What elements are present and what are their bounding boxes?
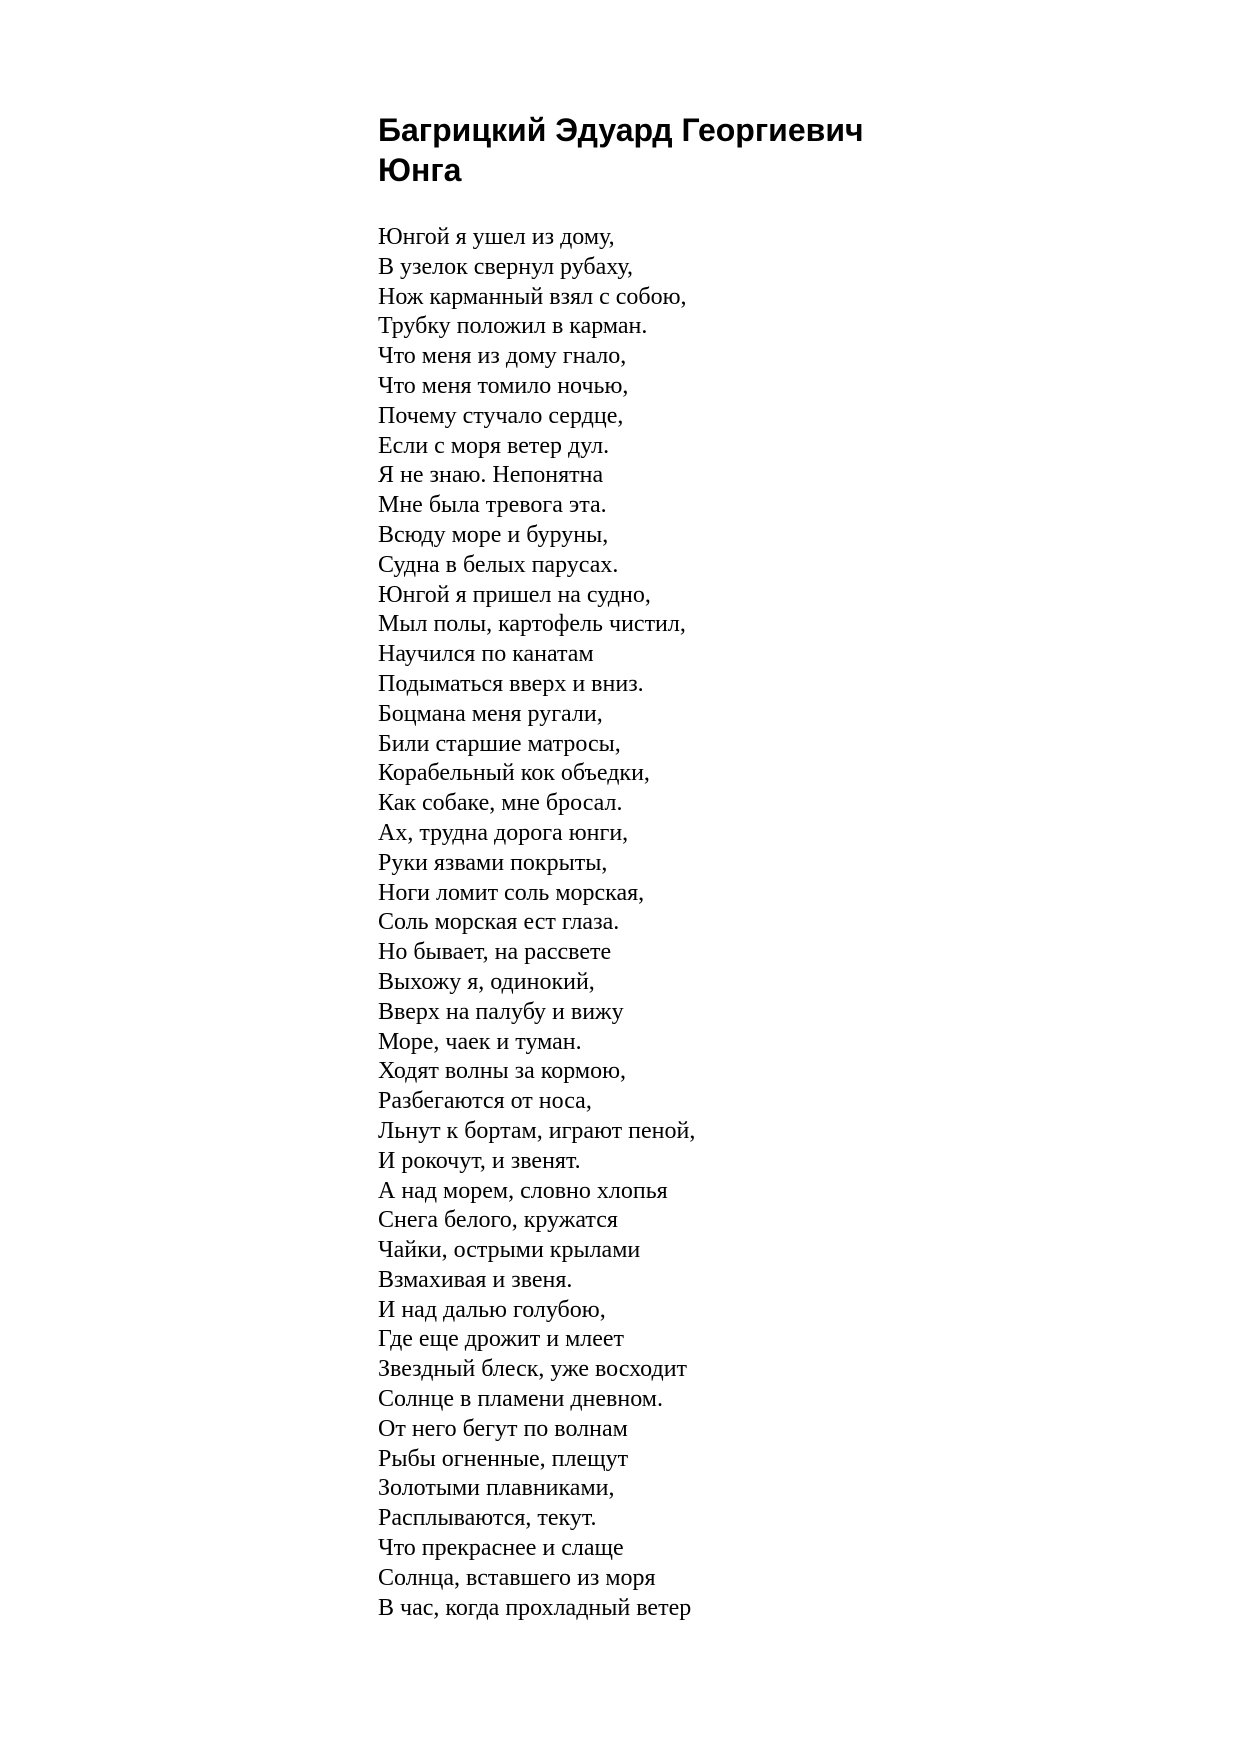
poem-line: Юнгой я пришел на судно, <box>378 581 651 608</box>
poem-line: Расплываются, текут. <box>378 1505 597 1532</box>
poem-line: Научился по канатам <box>378 641 594 668</box>
poem-line: Что прекраснее и слаще <box>378 1535 624 1562</box>
poem-line: Но бывает, на рассвете <box>378 939 612 966</box>
poem-line: Где еще дрожит и млеет <box>378 1326 625 1353</box>
poem-line: Солнце в пламени дневном. <box>378 1386 663 1413</box>
poem-line: Трубку положил в карман. <box>378 313 648 340</box>
poem-line: Корабельный кок объедки, <box>378 760 650 787</box>
poem-line: Боцмана меня ругали, <box>378 700 603 727</box>
poem-line: Я не знаю. Непонятна <box>378 462 604 489</box>
poem-line: Мне была тревога эта. <box>378 492 607 519</box>
poem-line: Снега белого, кружатся <box>378 1207 618 1234</box>
poem-line: Судна в белых парусах. <box>378 551 619 578</box>
poem-line: Что меня томило ночью, <box>378 372 629 399</box>
poem-line: Ноги ломит соль морская, <box>378 879 645 906</box>
poem-line: Всюду море и буруны, <box>378 521 609 548</box>
poem-line: В узелок свернул рубаху, <box>378 253 633 280</box>
poem-line: Подыматься вверх и вниз. <box>378 670 644 697</box>
poem-line: Почему стучало сердце, <box>378 402 624 429</box>
poem-line: Что меня из дому гнало, <box>378 343 627 370</box>
poem-line: Вверх на палубу и вижу <box>378 998 624 1025</box>
poem-line: Мыл полы, картофель чистил, <box>378 611 686 638</box>
poem-body <box>378 223 695 1623</box>
poem-line: Рыбы огненные, плещут <box>378 1445 629 1472</box>
poem-line: Солнца, вставшего из моря <box>378 1564 656 1591</box>
poem-line: Били старшие матросы, <box>378 730 621 757</box>
poem-line: Чайки, острыми крылами <box>378 1237 641 1264</box>
author-name: Багрицкий Эдуард Георгиевич <box>378 112 864 148</box>
poem-line: Выхожу я, одинокий, <box>378 968 595 995</box>
poem-line: Как собаке, мне бросал. <box>378 790 623 817</box>
document-heading <box>378 110 864 190</box>
poem-line: От него бегут по волнам <box>378 1415 628 1442</box>
poem-line: Взмахивая и звеня. <box>378 1266 573 1293</box>
poem-line: Золотыми плавниками, <box>378 1475 615 1502</box>
poem-line: Разбегаются от носа, <box>378 1088 592 1115</box>
poem-line: И над далью голубою, <box>378 1296 606 1323</box>
poem-line: И рокочут, и звенят. <box>378 1147 581 1174</box>
poem-line: В час, когда прохладный ветер <box>378 1594 692 1621</box>
poem-line: Звездный блеск, уже восходит <box>378 1356 688 1383</box>
poem-line: Море, чаек и туман. <box>378 1028 582 1055</box>
poem-line: Льнут к бортам, играют пеной, <box>378 1117 696 1144</box>
poem-line: Нож карманный взял с собою, <box>378 283 687 310</box>
poem-line: Руки язвами покрыты, <box>378 849 608 876</box>
poem-line: Если с моря ветер дул. <box>378 432 610 459</box>
poem-title: Юнга <box>378 152 462 188</box>
poem-line: Ах, трудна дорога юнги, <box>378 819 629 846</box>
poem-line: Ходят волны за кормою, <box>378 1058 626 1085</box>
poem-line: А над морем, словно хлопья <box>378 1177 668 1204</box>
poem-line: Соль морская ест глаза. <box>378 909 620 936</box>
poem-line: Юнгой я ушел из дому, <box>378 224 615 250</box>
